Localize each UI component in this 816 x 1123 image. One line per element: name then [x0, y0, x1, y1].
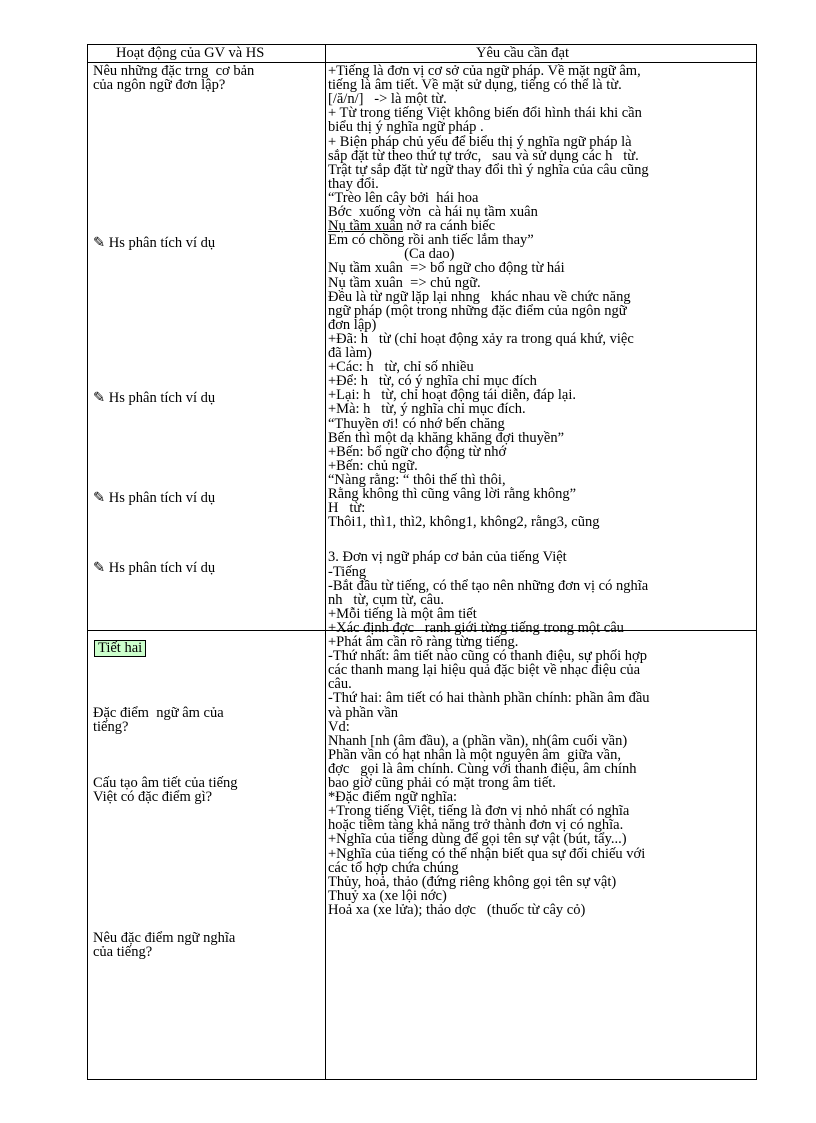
activity-line: tiếng?	[93, 719, 129, 735]
requirement-line: Bến thì một dạ khăng khăng đợi thuyền”	[328, 429, 565, 446]
requirement-line: Thủy, hoả, thảo (đứng riêng không gọi tên sự vật)	[328, 873, 617, 890]
requirement-line: +Để: h từ, có ý nghĩa chỉ mục đích	[328, 373, 537, 390]
requirement-line: +Phát âm cần rõ ràng từng tiếng.	[328, 634, 519, 650]
requirement-line: ngữ pháp (một trong những đặc điểm của ngôn ngữ	[328, 302, 627, 319]
requirement-line: +Lại: h từ, chỉ hoạt động tái diễn, đáp lại.	[328, 387, 576, 404]
requirement-line: +Trong tiếng Việt, tiếng là đơn vị nhỏ nhất có nghĩa	[328, 803, 630, 820]
requirement-line: các tổ hợp chứa chúng	[328, 859, 459, 876]
requirement-line: thay đổi.	[328, 175, 379, 192]
requirement-line: sắp đặt từ theo thứ tự trớc, sau và sử dụng các h từ.	[328, 147, 639, 164]
activity-line: ✎ Hs phân tích ví dụ	[93, 235, 216, 251]
activity-line: Việt có đặc điểm gì?	[93, 789, 213, 805]
requirement-line: +Mà: h từ, ý nghĩa chỉ mục đích.	[328, 401, 526, 418]
requirement-line: +Bến: chủ ngữ.	[328, 457, 418, 474]
requirement-line: *Đặc điểm ngữ nghĩa:	[328, 789, 458, 806]
requirement-line: các thanh mang lại hiệu quả đặc biệt về nhạc điệu của	[328, 662, 641, 679]
requirement-line: +Các: h từ, chỉ số nhiều	[328, 359, 474, 376]
requirement-line: [/ă/n/] -> là một từ.	[328, 91, 447, 108]
requirement-line: Hoả xa (xe lửa); thảo dợc (thuốc từ cây cỏ)	[328, 901, 586, 918]
requirement-line: Nụ tầm xuân => bổ ngữ cho động từ hái	[328, 260, 565, 277]
requirement-line: +Mỗi tiếng là một âm tiết	[328, 605, 477, 622]
activity-line: của ngôn ngữ đơn lập?	[93, 77, 226, 93]
activity-line: Nêu đặc điểm ngữ nghĩa	[93, 930, 236, 946]
requirement-line: +Tiếng là đơn vị cơ sở của ngữ pháp. Về mặt ngữ âm,	[328, 63, 641, 79]
requirement-line: câu.	[328, 676, 352, 693]
requirement-line: +Nghĩa của tiếng dùng để gọi tên sự vật (bút, tẩy...)	[328, 831, 627, 848]
requirement-line: + Biện pháp chủ yếu để biểu thị ý nghĩa ngữ pháp là	[328, 133, 632, 150]
activity-line: Nêu những đặc trng cơ bản	[93, 63, 255, 79]
requirement-line: và phần vần	[328, 704, 399, 721]
activity-line: Đặc điểm ngữ âm của	[93, 705, 224, 721]
requirement-line: Rằng không thì cũng vâng lời rằng không”	[328, 486, 577, 502]
requirement-line: +Nghĩa của tiếng có thể nhận biết qua sự đối chiếu với	[328, 845, 646, 862]
requirement-line: Thuỷ xa (xe lội nớc)	[328, 887, 447, 904]
activity-line: của tiếng?	[93, 944, 153, 960]
requirement-line: hoặc tiềm tàng khả năng trở thành đơn vị có nghĩa.	[328, 817, 624, 834]
requirement-line: Nụ tầm xuân => chủ ngữ.	[328, 274, 481, 291]
requirement-line: bao giờ cũng phải có mặt trong âm tiết.	[328, 775, 556, 791]
requirement-line: biểu thị ý nghĩa ngữ pháp .	[328, 119, 484, 136]
requirement-line: -Bắt đầu từ tiếng, có thể tạo nên những đơn vị có nghĩa	[328, 577, 649, 594]
requirement-line: -Thứ hai: âm tiết có hai thành phần chính: phần âm đầu	[328, 690, 650, 707]
requirement-line: -Tiếng	[328, 563, 367, 580]
requirement-line: Đều là từ ngữ lặp lại nhng khác nhau về chức năng	[328, 288, 631, 305]
requirement-line: +Đã: h từ (chỉ hoạt động xảy ra trong quá khứ, việc	[328, 330, 634, 347]
requirement-line: Nhanh [nh (âm đầu), a (phần vần), nh(âm cuối vần)	[328, 732, 628, 749]
requirement-line: đơn lập)	[328, 316, 377, 333]
activity-line: ✎ Hs phân tích ví dụ	[93, 560, 216, 576]
activity-line: ✎ Hs phân tích ví dụ	[93, 390, 216, 406]
activity-line: ✎ Hs phân tích ví dụ	[93, 490, 216, 506]
requirement-line: H từ:	[328, 500, 366, 517]
requirement-line: +Bến: bổ ngữ cho động từ nhớ	[328, 443, 507, 460]
activity-line: Cấu tạo âm tiết của tiếng	[93, 775, 238, 791]
requirement-line: Bớc xuống vờn cà hái nụ tầm xuân	[328, 204, 538, 220]
requirement-line: Vd:	[328, 718, 350, 735]
requirement-line: -Thứ nhất: âm tiết nào cũng có thanh điệu, sự phối hợp	[328, 648, 647, 665]
column-divider	[325, 45, 326, 1079]
header-col-requirements: Yêu cầu cần đạt	[476, 45, 569, 61]
requirement-line: “Nàng rằng: “ thôi thế thì thôi,	[328, 471, 506, 488]
requirement-line: “Thuyền ơi! có nhớ bến chăng	[328, 415, 505, 432]
requirement-line: nh từ, cụm từ, câu.	[328, 591, 444, 608]
requirement-line: Trật tự sắp đặt từ ngữ thay đổi thì ý nghĩa của câu cũng	[328, 161, 649, 178]
requirement-line: “Trèo lên cây bởi hái hoa	[328, 189, 479, 206]
lesson-table	[87, 44, 757, 1080]
requirement-line: Em có chồng rồi anh tiếc lắm thay”	[328, 232, 534, 249]
requirement-line: 3. Đơn vị ngữ pháp cơ bản của tiếng Việt	[328, 549, 567, 566]
requirement-line: tiếng là âm tiết. Về mặt sử dụng, tiếng có thể là từ.	[328, 77, 622, 94]
requirement-line: (Ca dao)	[328, 246, 455, 263]
requirement-line: Nụ tầm xuân nở ra cánh biếc	[328, 218, 496, 235]
table-header	[88, 45, 756, 63]
requirement-line: + Từ trong tiếng Việt không biến đổi hình thái khi cần	[328, 105, 642, 122]
requirement-line: đã làm)	[328, 345, 372, 361]
requirement-line: Phần vần có hạt nhân là một nguyên âm giữa vần,	[328, 746, 621, 763]
section-tag: Tiết hai	[94, 640, 146, 657]
requirement-line: đợc gọi là âm chính. Cùng với thanh điệu, âm chính	[328, 760, 637, 777]
requirement-line: Thôi1, thì1, thì2, không1, không2, rằng3, cũng	[328, 514, 600, 531]
requirement-line: +Xác định đợc ranh giới từng tiếng trong một câu	[328, 619, 624, 636]
header-col-activity: Hoạt động của GV và HS	[116, 45, 265, 61]
